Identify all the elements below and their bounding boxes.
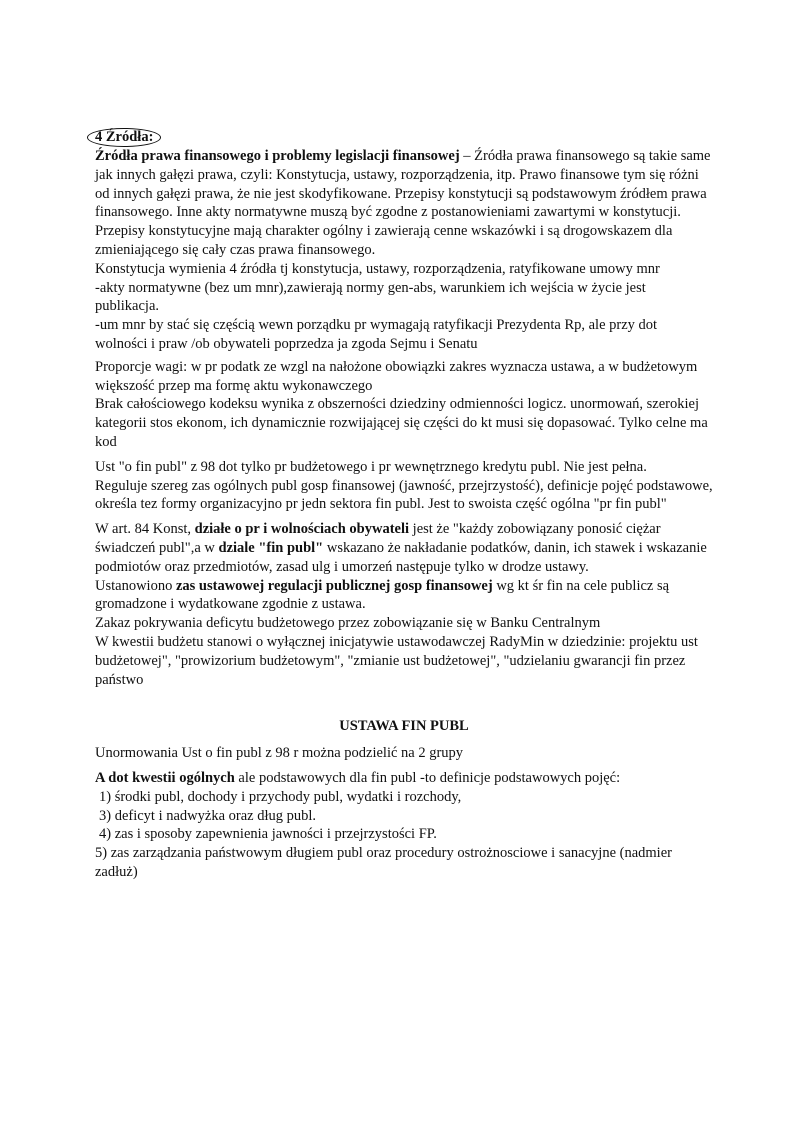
paragraph-art-84 — [95, 520, 713, 576]
paragraph-statutory-principle — [95, 577, 713, 615]
list-item: 4) zas i sposoby zapewnienia jawności i przejrzystości FP. — [99, 826, 437, 843]
bold-run: zas ustawowej regulacji publicznej gosp finansowej — [175, 577, 493, 594]
text-run: Ustanowiono — [95, 577, 176, 594]
section-heading: USTAWA FIN PUBL — [339, 718, 469, 735]
text-run: W art. 84 Konst, — [95, 521, 195, 538]
text-run: wskazano że nakładanie podatków, danin, ich stawek i wskazanie podmiotów oraz przedmiotów, zasad ulg i umorzeń następuje tylko w drodze ustawy. — [95, 539, 707, 575]
bold-lead: Źródła prawa finansowego i problemy legislacji finansowej — [95, 148, 460, 164]
paragraph-regulation: Reguluje szereg zas ogólnych publ gosp finansowej (jawność, przejrzystość), definicje pojęć podstawowe, określa tez formy organizacyjno pr jedn sektora fin publ. Jest to swoista część ogólna "pr fin publ" — [95, 477, 713, 513]
paragraph-constitution: Konstytucja wymienia 4 źródła tj konstytucja, ustawy, rozporządzenia, ratyfikowane umowy mnr — [95, 260, 660, 277]
bold-run: działe o pr i wolnościach obywateli — [194, 521, 410, 538]
list-item: 5) zas zarządzania państwowym długiem publ oraz procedury ostrożnosciowe i sanacyjne (nadmier zadłuż) — [95, 845, 672, 880]
text-run: jest że "każdy zobowiązany ponosić ciężar świadczeń publ",a w — [95, 521, 661, 556]
paragraph-act-98: Ust "o fin publ" z 98 dot tylko pr budżetowego i pr wewnętrznego kredytu publ. Nie jest pełna. — [95, 458, 647, 475]
text-run: wg kt śr fin na cele publicz są gromadzone i wydatkowane zgodnie z ustawa. — [95, 577, 670, 613]
paragraph-text: ale podstawowych dla fin publ -to definicje podstawowych pojęć: — [234, 769, 621, 786]
paragraph-ratification: -um mnr by stać się częścią wewn porządku pr wymagają ratyfikacji Prezydenta Rp, ale przy dot — [95, 317, 658, 334]
document-page — [95, 128, 713, 882]
paragraph-freedoms: wolności i praw /ob obywateli poprzedza ja zgoda Sejmu i Senatu — [95, 335, 478, 352]
paragraph-budget-list: budżetowej", "prowizorium budżetowym", "zmianie ust budżetowej", "udzielaniu gwarancji fin przez państwo — [95, 652, 686, 688]
bold-run: dziale "fin publ" — [218, 539, 324, 556]
paragraph-deficit-ban: Zakaz pokrywania deficytu budżetowego przez zobowiązanie się w Banku Centralnym — [95, 615, 601, 632]
paragraph-text: – Źródła prawa finansowego są takie same jak innych gałęzi prawa, czyli: Konstytucja, ustawy, rozporządzenia, itp. Prawo finansowe tym się różni od innych gałęzi prawa, że nie jest skodyfikowane. Przepisy konstytucji są podstawowym źródłem prawa finansowego. Inne akty normatywne muszą być zgodne z postanowieniami zawartymi w konstytucji. Przepisy konstytucyjne mają charakter ogólny i zawierają cenne wskazówki i są drogowskazem dla zmieniającego się cały czas prawa finansowego. — [95, 148, 711, 258]
paragraph-groups: Unormowania Ust o fin publ z 98 r można podzielić na 2 grupy — [95, 745, 464, 762]
list-item: 1) środki publ, dochody i przychody publ, wydatki i rozchody, — [99, 788, 462, 805]
paragraph-codex: Brak całościowego kodeksu wynika z obszerności dziedziny odmienności logicz. unormowań, szerokiej kategorii stos ekonom, ich dynamicznie rozwijającej się części do kt musi się dopasować. Tylko celne ma kod — [95, 396, 708, 450]
paragraph-executive: większość przep ma formę aktu wykonawczego — [95, 377, 373, 394]
circled-section-number: 4 Źródła: — [87, 128, 161, 147]
paragraph-normative-acts: -akty normatywne (bez um mnr),zawierają normy gen-abs, warunkiem ich wejścia w życie jest publikacja. — [95, 279, 646, 315]
paragraph-sources — [95, 147, 713, 260]
paragraph-budget-initiative: W kwestii budżetu stanowi o wyłącznej inicjatywie ustawodawczej RadyMin w dziedzinie: projektu ust — [95, 633, 698, 650]
paragraph-general-issues — [95, 769, 713, 788]
bold-lead: A dot kwestii ogólnych — [95, 769, 235, 786]
list-item: 3) deficyt i nadwyżka oraz dług publ. — [99, 807, 317, 824]
section-header — [95, 128, 713, 147]
paragraph-proportions: Proporcje wagi: w pr podatk ze wzgl na nałożone obowiązki zakres wyznacza ustawa, a w budżetowym — [95, 358, 698, 375]
